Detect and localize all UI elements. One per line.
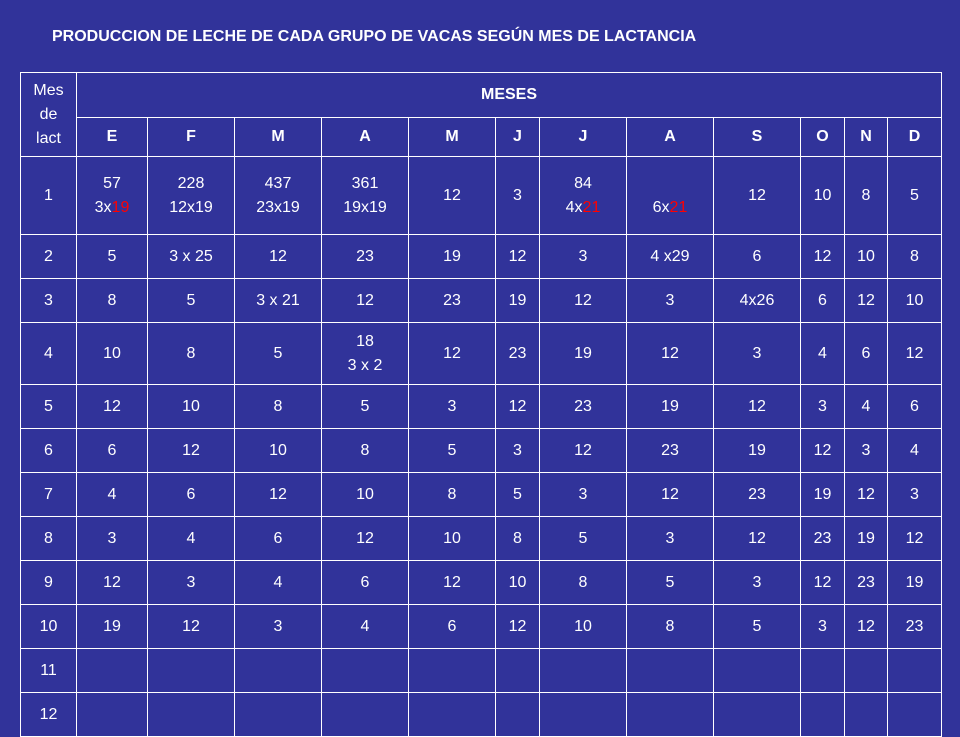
table-cell	[627, 649, 714, 693]
row-label: 6	[21, 429, 77, 473]
table-cell: 19	[409, 235, 496, 279]
table-cell	[540, 649, 627, 693]
table-cell: 19	[496, 279, 540, 323]
table-cell: 4	[801, 323, 845, 385]
month-header: N	[845, 118, 888, 157]
table-cell: 4 x29	[627, 235, 714, 279]
table-cell: 5	[235, 323, 322, 385]
table-cell: 3	[888, 473, 942, 517]
table-cell: 12	[409, 561, 496, 605]
table-cell: 10	[148, 385, 235, 429]
table-cell: 23	[888, 605, 942, 649]
table-cell	[714, 649, 801, 693]
table-row	[21, 473, 942, 517]
cell-formula: 19x19	[343, 198, 387, 216]
table-cell: 19	[627, 385, 714, 429]
table-cell	[148, 649, 235, 693]
table-cell: 10	[496, 561, 540, 605]
table-row	[21, 649, 942, 693]
table-cell: 5	[409, 429, 496, 473]
table-cell: 4	[77, 473, 148, 517]
table-cell	[888, 649, 942, 693]
cell-total: 361	[351, 174, 379, 192]
table-cell: 12	[409, 323, 496, 385]
table-cell	[496, 693, 540, 737]
table-cell: 8	[322, 429, 409, 473]
table-cell: 3	[148, 561, 235, 605]
table-cell: 8	[409, 473, 496, 517]
table-cell	[77, 649, 148, 693]
table-cell: 5	[888, 157, 942, 235]
table-cell: 23	[540, 385, 627, 429]
month-header: F	[148, 118, 235, 157]
month-header: M	[235, 118, 322, 157]
table-cell: 23	[496, 323, 540, 385]
table-cell: 12	[888, 517, 942, 561]
table-cell: 6	[845, 323, 888, 385]
table-cell: 3	[627, 279, 714, 323]
table-row	[21, 693, 942, 737]
table-cell	[540, 157, 627, 235]
table-cell	[845, 649, 888, 693]
table-cell: 23	[627, 429, 714, 473]
row-label: 11	[21, 649, 77, 693]
table-cell: 19	[845, 517, 888, 561]
table-cell	[540, 693, 627, 737]
table-cell: 5	[77, 235, 148, 279]
table-cell: 12	[845, 605, 888, 649]
corner-line: Mes	[33, 81, 64, 99]
row-label: 4	[21, 323, 77, 385]
table-cell: 3	[496, 157, 540, 235]
table-cell: 12	[801, 235, 845, 279]
table-cell: 6	[322, 561, 409, 605]
table-cell: 10	[77, 323, 148, 385]
cell-formula: 4x21	[565, 198, 601, 216]
table-cell: 5	[322, 385, 409, 429]
table-cell: 3	[496, 429, 540, 473]
table-cell: 6	[888, 385, 942, 429]
table-row	[21, 235, 942, 279]
table-cell: 8	[540, 561, 627, 605]
table-cell: 12	[627, 473, 714, 517]
table-cell: 3	[77, 517, 148, 561]
table-cell: 6	[409, 605, 496, 649]
table-cell: 6	[77, 429, 148, 473]
table-cell	[322, 157, 409, 235]
table-row	[21, 157, 942, 235]
table-cell	[496, 649, 540, 693]
table-cell: 5	[627, 561, 714, 605]
table-cell: 3 x 21	[235, 279, 322, 323]
month-header: S	[714, 118, 801, 157]
table-cell: 8	[235, 385, 322, 429]
month-header: A	[627, 118, 714, 157]
table-cell	[148, 693, 235, 737]
table-cell: 12	[888, 323, 942, 385]
table-row	[21, 517, 942, 561]
cell-total: 18	[356, 332, 374, 350]
table-cell: 6	[148, 473, 235, 517]
table-cell	[148, 157, 235, 235]
table-cell: 12	[496, 385, 540, 429]
meses-header: MESES	[77, 73, 942, 118]
table-cell: 8	[845, 157, 888, 235]
row-label: 7	[21, 473, 77, 517]
table-cell: 23	[845, 561, 888, 605]
table-row	[21, 429, 942, 473]
table-cell: 6	[714, 235, 801, 279]
cell-total: 84	[574, 174, 592, 192]
row-label: 10	[21, 605, 77, 649]
table-cell: 12	[845, 473, 888, 517]
table-cell: 12	[148, 429, 235, 473]
table-cell	[627, 157, 714, 235]
table-cell: 8	[627, 605, 714, 649]
table-cell: 3	[540, 235, 627, 279]
table-cell: 5	[714, 605, 801, 649]
table-cell	[627, 693, 714, 737]
table-cell: 4	[845, 385, 888, 429]
table-cell: 12	[235, 473, 322, 517]
cell-formula: 3x19	[94, 198, 130, 216]
table-cell: 3	[540, 473, 627, 517]
table-cell: 8	[496, 517, 540, 561]
table-cell: 23	[322, 235, 409, 279]
row-label: 12	[21, 693, 77, 737]
row-label: 3	[21, 279, 77, 323]
table-cell: 5	[496, 473, 540, 517]
table-cell: 12	[801, 429, 845, 473]
table-cell: 12	[714, 517, 801, 561]
table-cell: 8	[148, 323, 235, 385]
table-cell: 12	[845, 279, 888, 323]
table-cell: 23	[409, 279, 496, 323]
table-row	[21, 323, 942, 385]
table-cell: 12	[714, 157, 801, 235]
table-cell	[714, 693, 801, 737]
table-cell: 12	[77, 385, 148, 429]
table-cell	[409, 693, 496, 737]
table-row	[21, 279, 942, 323]
table-cell	[77, 693, 148, 737]
cell-formula: 3 x 2	[347, 356, 383, 374]
row-label: 2	[21, 235, 77, 279]
table-cell: 10	[801, 157, 845, 235]
table-cell: 5	[148, 279, 235, 323]
table-cell	[801, 693, 845, 737]
table-cell: 23	[801, 517, 845, 561]
table-cell: 3	[627, 517, 714, 561]
table-row	[21, 561, 942, 605]
row-label: 5	[21, 385, 77, 429]
table-cell: 3	[409, 385, 496, 429]
table-cell: 10	[845, 235, 888, 279]
table-cell: 19	[714, 429, 801, 473]
table-cell: 12	[714, 385, 801, 429]
table-row	[21, 385, 942, 429]
cell-total: 228	[177, 174, 205, 192]
corner-line: de	[39, 105, 58, 123]
table-cell: 4	[235, 561, 322, 605]
table-cell: 5	[540, 517, 627, 561]
table-cell	[888, 693, 942, 737]
table-cell: 4	[888, 429, 942, 473]
table-cell: 3	[801, 605, 845, 649]
table-cell: 3 x 25	[148, 235, 235, 279]
table-cell: 10	[235, 429, 322, 473]
table-cell: 12	[322, 517, 409, 561]
table-cell: 12	[496, 235, 540, 279]
table-cell: 6	[801, 279, 845, 323]
table-cell: 3	[714, 561, 801, 605]
table-cell: 12	[77, 561, 148, 605]
table-cell: 8	[77, 279, 148, 323]
table-cell: 3	[801, 385, 845, 429]
table-cell: 10	[322, 473, 409, 517]
table-cell: 12	[496, 605, 540, 649]
table-cell: 23	[714, 473, 801, 517]
month-header: M	[409, 118, 496, 157]
cell-formula: 12x19	[169, 198, 213, 216]
table-cell: 19	[77, 605, 148, 649]
table-cell: 4	[148, 517, 235, 561]
table-cell: 19	[801, 473, 845, 517]
corner-header	[21, 73, 77, 157]
table-cell: 4	[322, 605, 409, 649]
month-header: O	[801, 118, 845, 157]
corner-line: lact	[36, 129, 61, 147]
cell-formula: 6x21	[652, 198, 688, 216]
month-header: D	[888, 118, 942, 157]
table-cell	[409, 649, 496, 693]
lactation-table	[20, 72, 942, 737]
table-cell: 6	[235, 517, 322, 561]
table-cell	[235, 157, 322, 235]
table-cell	[845, 693, 888, 737]
month-header: J	[496, 118, 540, 157]
month-header: E	[77, 118, 148, 157]
table-row	[21, 605, 942, 649]
table-cell: 12	[540, 279, 627, 323]
table-cell	[322, 649, 409, 693]
row-label: 9	[21, 561, 77, 605]
table-cell: 12	[235, 235, 322, 279]
table-cell: 3	[845, 429, 888, 473]
table-cell	[235, 649, 322, 693]
table-cell: 8	[888, 235, 942, 279]
table-cell: 3	[235, 605, 322, 649]
table-cell: 12	[540, 429, 627, 473]
table-cell: 3	[714, 323, 801, 385]
table-cell: 12	[322, 279, 409, 323]
row-label: 1	[21, 157, 77, 235]
table-cell	[322, 693, 409, 737]
cell-total: 437	[264, 174, 292, 192]
table-cell: 12	[148, 605, 235, 649]
table-cell	[322, 323, 409, 385]
cell-total: 57	[103, 174, 121, 192]
table-cell: 12	[409, 157, 496, 235]
table-cell	[235, 693, 322, 737]
table-cell: 10	[540, 605, 627, 649]
table-cell: 4x26	[714, 279, 801, 323]
table-cell: 12	[627, 323, 714, 385]
row-label: 8	[21, 517, 77, 561]
table-cell: 10	[409, 517, 496, 561]
page-title: PRODUCCION DE LECHE DE CADA GRUPO DE VACAS SEGÚN MES DE LACTANCIA	[52, 28, 697, 45]
month-header: J	[540, 118, 627, 157]
table-cell	[77, 157, 148, 235]
table-cell	[801, 649, 845, 693]
table-cell: 19	[540, 323, 627, 385]
cell-formula: 23x19	[256, 198, 300, 216]
table-cell: 19	[888, 561, 942, 605]
table-cell: 12	[801, 561, 845, 605]
month-header: A	[322, 118, 409, 157]
table-cell: 10	[888, 279, 942, 323]
